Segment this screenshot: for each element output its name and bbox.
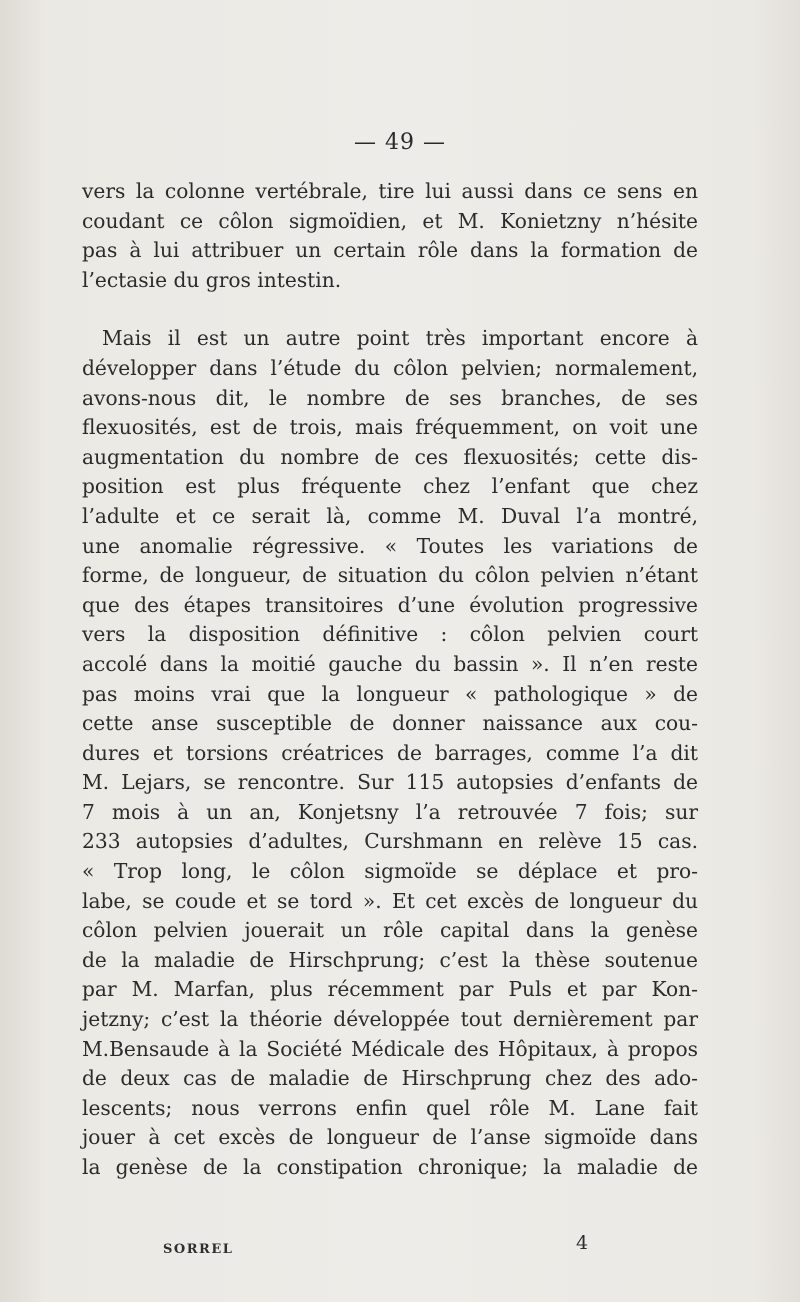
paragraph-gap bbox=[82, 295, 698, 324]
paragraph-1 bbox=[82, 177, 698, 295]
text-line: flexuosités, est de trois, mais fréquemment, on voit une bbox=[82, 415, 698, 440]
text-line: de la maladie de Hirschprung; c’est la thèse soutenue bbox=[82, 947, 698, 972]
text-line: développer dans l’étude du côlon pelvien; normalement, bbox=[82, 355, 698, 380]
text-line: « Trop long, le côlon sigmoïde se déplace et pro- bbox=[82, 859, 698, 884]
text-line: accolé dans la moitié gauche du bassin ». Il n’en reste bbox=[82, 651, 698, 676]
text-line: que des étapes transitoires d’une évolution progressive bbox=[82, 592, 698, 617]
text-line: dures et torsions créatrices de barrages, comme l’a dit bbox=[82, 740, 698, 765]
text-line: vers la disposition définitive : côlon pelvien court bbox=[82, 622, 698, 647]
text-line: cette anse susceptible de donner naissance aux cou- bbox=[82, 711, 698, 736]
text-line: la genèse de la constipation chronique; la maladie de bbox=[82, 1155, 698, 1179]
text-line: forme, de longueur, de situation du côlon pelvien n’étant bbox=[82, 563, 698, 588]
text-line: l’adulte et ce serait là, comme M. Duval l’a montré, bbox=[82, 503, 698, 528]
text-line: M. Lejars, se rencontre. Sur 115 autopsies d’enfants de bbox=[82, 770, 698, 795]
signature-mark: SORREL bbox=[163, 1242, 234, 1257]
text-line: avons-nous dit, le nombre de ses branches, de ses bbox=[82, 385, 698, 410]
text-line: Mais il est un autre point très important encore à bbox=[102, 326, 698, 351]
text-line: labe, se coude et se tord ». Et cet excès de longueur du bbox=[82, 888, 698, 913]
text-line: 7 mois à un an, Konjetsny l’a retrouvée 7 fois; sur bbox=[82, 799, 698, 824]
text-line: lescents; nous verrons enfin quel rôle M. Lane fait bbox=[82, 1095, 698, 1120]
page-number: — 49 — bbox=[354, 130, 446, 155]
text-line: par M. Marfan, plus récemment par Puls et par Kon- bbox=[82, 977, 698, 1002]
body-text bbox=[82, 177, 698, 1183]
text-line: vers la colonne vertébrale, tire lui aussi dans ce sens en bbox=[82, 179, 698, 203]
text-line: pas à lui attribuer un certain rôle dans la formation de bbox=[82, 238, 698, 263]
sheet-number: 4 bbox=[576, 1232, 589, 1254]
text-line: coudant ce côlon sigmoïdien, et M. Konietzny n’hésite bbox=[82, 208, 698, 233]
text-line: une anomalie régressive. « Toutes les variations de bbox=[82, 533, 698, 558]
text-line: M.Bensaude à la Société Médicale des Hôpitaux, à propos bbox=[82, 1036, 698, 1061]
text-line: jouer à cet excès de longueur de l’anse sigmoïde dans bbox=[82, 1125, 698, 1150]
text-line: l’ectasie du gros intestin. bbox=[82, 267, 342, 292]
text-line: côlon pelvien jouerait un rôle capital dans la genèse bbox=[82, 918, 698, 943]
text-line: 233 autopsies d’adultes, Curshmann en relève 15 cas. bbox=[82, 829, 698, 854]
text-line: position est plus fréquente chez l’enfant que chez bbox=[82, 474, 698, 499]
text-line: de deux cas de maladie de Hirschprung chez des ado- bbox=[82, 1066, 698, 1091]
text-line: pas moins vrai que la longueur « pathologique » de bbox=[82, 681, 698, 706]
text-line: augmentation du nombre de ces flexuosités; cette dis- bbox=[82, 444, 698, 469]
page-footer bbox=[0, 1232, 800, 1268]
text-line: jetzny; c’est la théorie développée tout dernièrement par bbox=[82, 1007, 698, 1032]
paragraph-2 bbox=[82, 324, 698, 1182]
